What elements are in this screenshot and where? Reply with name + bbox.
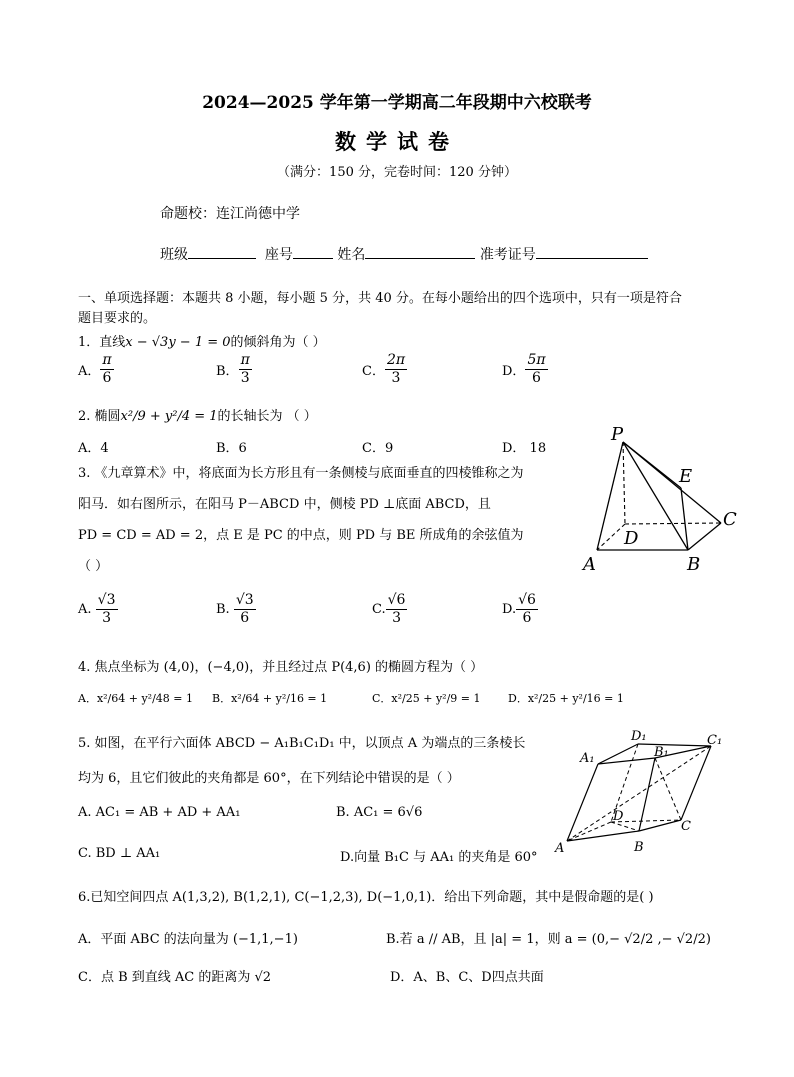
q3-label-a: A xyxy=(583,554,596,575)
field-name-label: 姓名 xyxy=(337,247,366,263)
q5-label-d1: D₁ xyxy=(631,729,647,744)
q1-option-a[interactable]: A． $\frac{\pi}{6}$ xyxy=(78,352,112,386)
q3-label-d: D xyxy=(624,528,639,549)
q3-pyramid-figure xyxy=(575,420,745,580)
exam-info: （满分：150 分，完卷时间：120 分钟） xyxy=(277,165,517,180)
q2-expr: x²/9 + y²/4 = 1 xyxy=(120,409,218,424)
q4-option-a[interactable]: A．x²/64 + y²/48 = 1 xyxy=(78,692,194,705)
q5-label-b1: B₁ xyxy=(654,745,669,760)
q4-option-b[interactable]: B．x²/64 + y²/16 = 1 xyxy=(212,692,328,705)
q6-option-b[interactable]: B.若 a // AB，且 |a| = 1，则 a = (0,− √2/2 ,− √2/2) xyxy=(386,932,711,947)
q3-line2: 阳马．如右图所示，在阳马 P－ABCD 中，侧棱 PD ⊥底面 ABCD，且 xyxy=(78,497,491,512)
q5-line2: 均为 6，且它们彼此的夹角都是 60°，在下列结论中错误的是（ ） xyxy=(78,771,460,786)
field-id-label: 准考证号 xyxy=(479,247,536,263)
q5-label-a: A xyxy=(555,841,565,856)
q3-option-a[interactable]: A. $\frac{√3}{3}$ xyxy=(78,592,116,626)
q5-option-a[interactable]: A. AC₁ = AB + AD + AA₁ xyxy=(78,805,241,820)
q5-label-b: B xyxy=(634,840,644,855)
q4-option-d[interactable]: D．x²/25 + y²/16 = 1 xyxy=(508,692,624,705)
q3-option-d[interactable]: D. $\frac{√6}{6}$ xyxy=(502,592,536,626)
q1-option-d[interactable]: D． $\frac{5\pi}{6}$ xyxy=(502,352,546,386)
q5-option-b[interactable]: B. AC₁ = 6√6 xyxy=(336,805,423,820)
q2-option-d[interactable]: D． 18 xyxy=(502,441,547,456)
school-line: 命题校：连江尚德中学 xyxy=(160,206,300,222)
section1-line2: 题目要求的。 xyxy=(78,311,157,326)
q3-option-b[interactable]: B. $\frac{√3}{6}$ xyxy=(216,592,254,626)
q5-option-c[interactable]: C. BD ⊥ AA₁ xyxy=(78,846,161,861)
field-seat-label: 座号 xyxy=(264,247,293,263)
field-class-label: 班级 xyxy=(160,247,188,263)
section1-line1: 一、单项选择题：本题共 8 小题，每小题 5 分，共 40 分。在每小题给出的四个选项中，只有一项是符合 xyxy=(78,291,682,306)
subject-title: 数学试卷 xyxy=(335,129,459,154)
q3-line1: 3. 《九章算术》中，将底面为长方形且有一条侧棱与底面垂直的四棱锥称之为 xyxy=(78,466,524,481)
q3-line4: （ ） xyxy=(78,559,109,574)
q3-label-c: C xyxy=(723,509,737,530)
q4-option-c[interactable]: C．x²/25 + y²/9 = 1 xyxy=(372,692,481,705)
q2-stem: 2. 椭圆x²/9 + y²/4 = 1的长轴长为 （ ） xyxy=(78,409,317,424)
q3-label-b: B xyxy=(687,554,701,575)
q6-option-c[interactable]: C．点 B 到直线 AC 的距离为 √2 xyxy=(78,970,272,985)
q6-stem: 6.已知空间四点 A(1,3,2), B(1,2,1), C(−1,2,3), D(−1,0,1)．给出下列命题，其中是假命题的是( ) xyxy=(78,890,654,905)
q5-label-d: D xyxy=(613,809,624,824)
exam-title: 2024—2025 学年第一学期高二年段期中六校联考 xyxy=(202,93,592,113)
field-seat-blank[interactable] xyxy=(293,246,333,259)
q5-parallelepiped-figure xyxy=(553,724,733,856)
q6-option-a[interactable]: A．平面 ABC 的法向量为 (−1,1,−1) xyxy=(78,932,298,947)
q5-label-a1: A₁ xyxy=(580,751,595,766)
q1-stem: 1．直线x − √3y − 1 = 0的倾斜角为（ ） xyxy=(78,335,326,350)
q5-label-c1: C₁ xyxy=(707,733,723,748)
field-name-blank[interactable] xyxy=(365,246,475,259)
student-fields xyxy=(160,244,648,264)
q6-option-d[interactable]: D．A、B、C、D四点共面 xyxy=(390,970,544,985)
q4-stem: 4. 焦点坐标为 (4,0)，(−4,0)，并且经过点 P(4,6) 的椭圆方程为（ ） xyxy=(78,660,484,675)
field-id-blank[interactable] xyxy=(536,246,648,259)
q2-option-a[interactable]: A．4 xyxy=(78,441,109,456)
q1-expr: x − √3y − 1 = 0 xyxy=(125,335,231,350)
q3-label-e: E xyxy=(679,466,693,487)
q3-label-p: P xyxy=(611,424,624,445)
q1-option-b[interactable]: B． $\frac{\pi}{3}$ xyxy=(216,352,250,386)
q3-option-c[interactable]: C. $\frac{√6}{3}$ xyxy=(372,592,406,626)
field-class-blank[interactable] xyxy=(188,246,256,259)
q5-option-d[interactable]: D.向量 B₁C 与 AA₁ 的夹角是 60° xyxy=(340,850,538,865)
q3-line3: PD = CD = AD = 2，点 E 是 PC 的中点，则 PD 与 BE 所成角的余弦值为 xyxy=(78,528,524,543)
q1-option-c[interactable]: C． $\frac{2\pi}{3}$ xyxy=(362,352,406,386)
q5-label-c: C xyxy=(681,819,691,834)
q2-option-c[interactable]: C．9 xyxy=(362,441,394,456)
q2-option-b[interactable]: B．6 xyxy=(216,441,247,456)
q5-line1: 5. 如图，在平行六面体 ABCD − A₁B₁C₁D₁ 中，以顶点 A 为端点的三条棱长 xyxy=(78,736,526,751)
